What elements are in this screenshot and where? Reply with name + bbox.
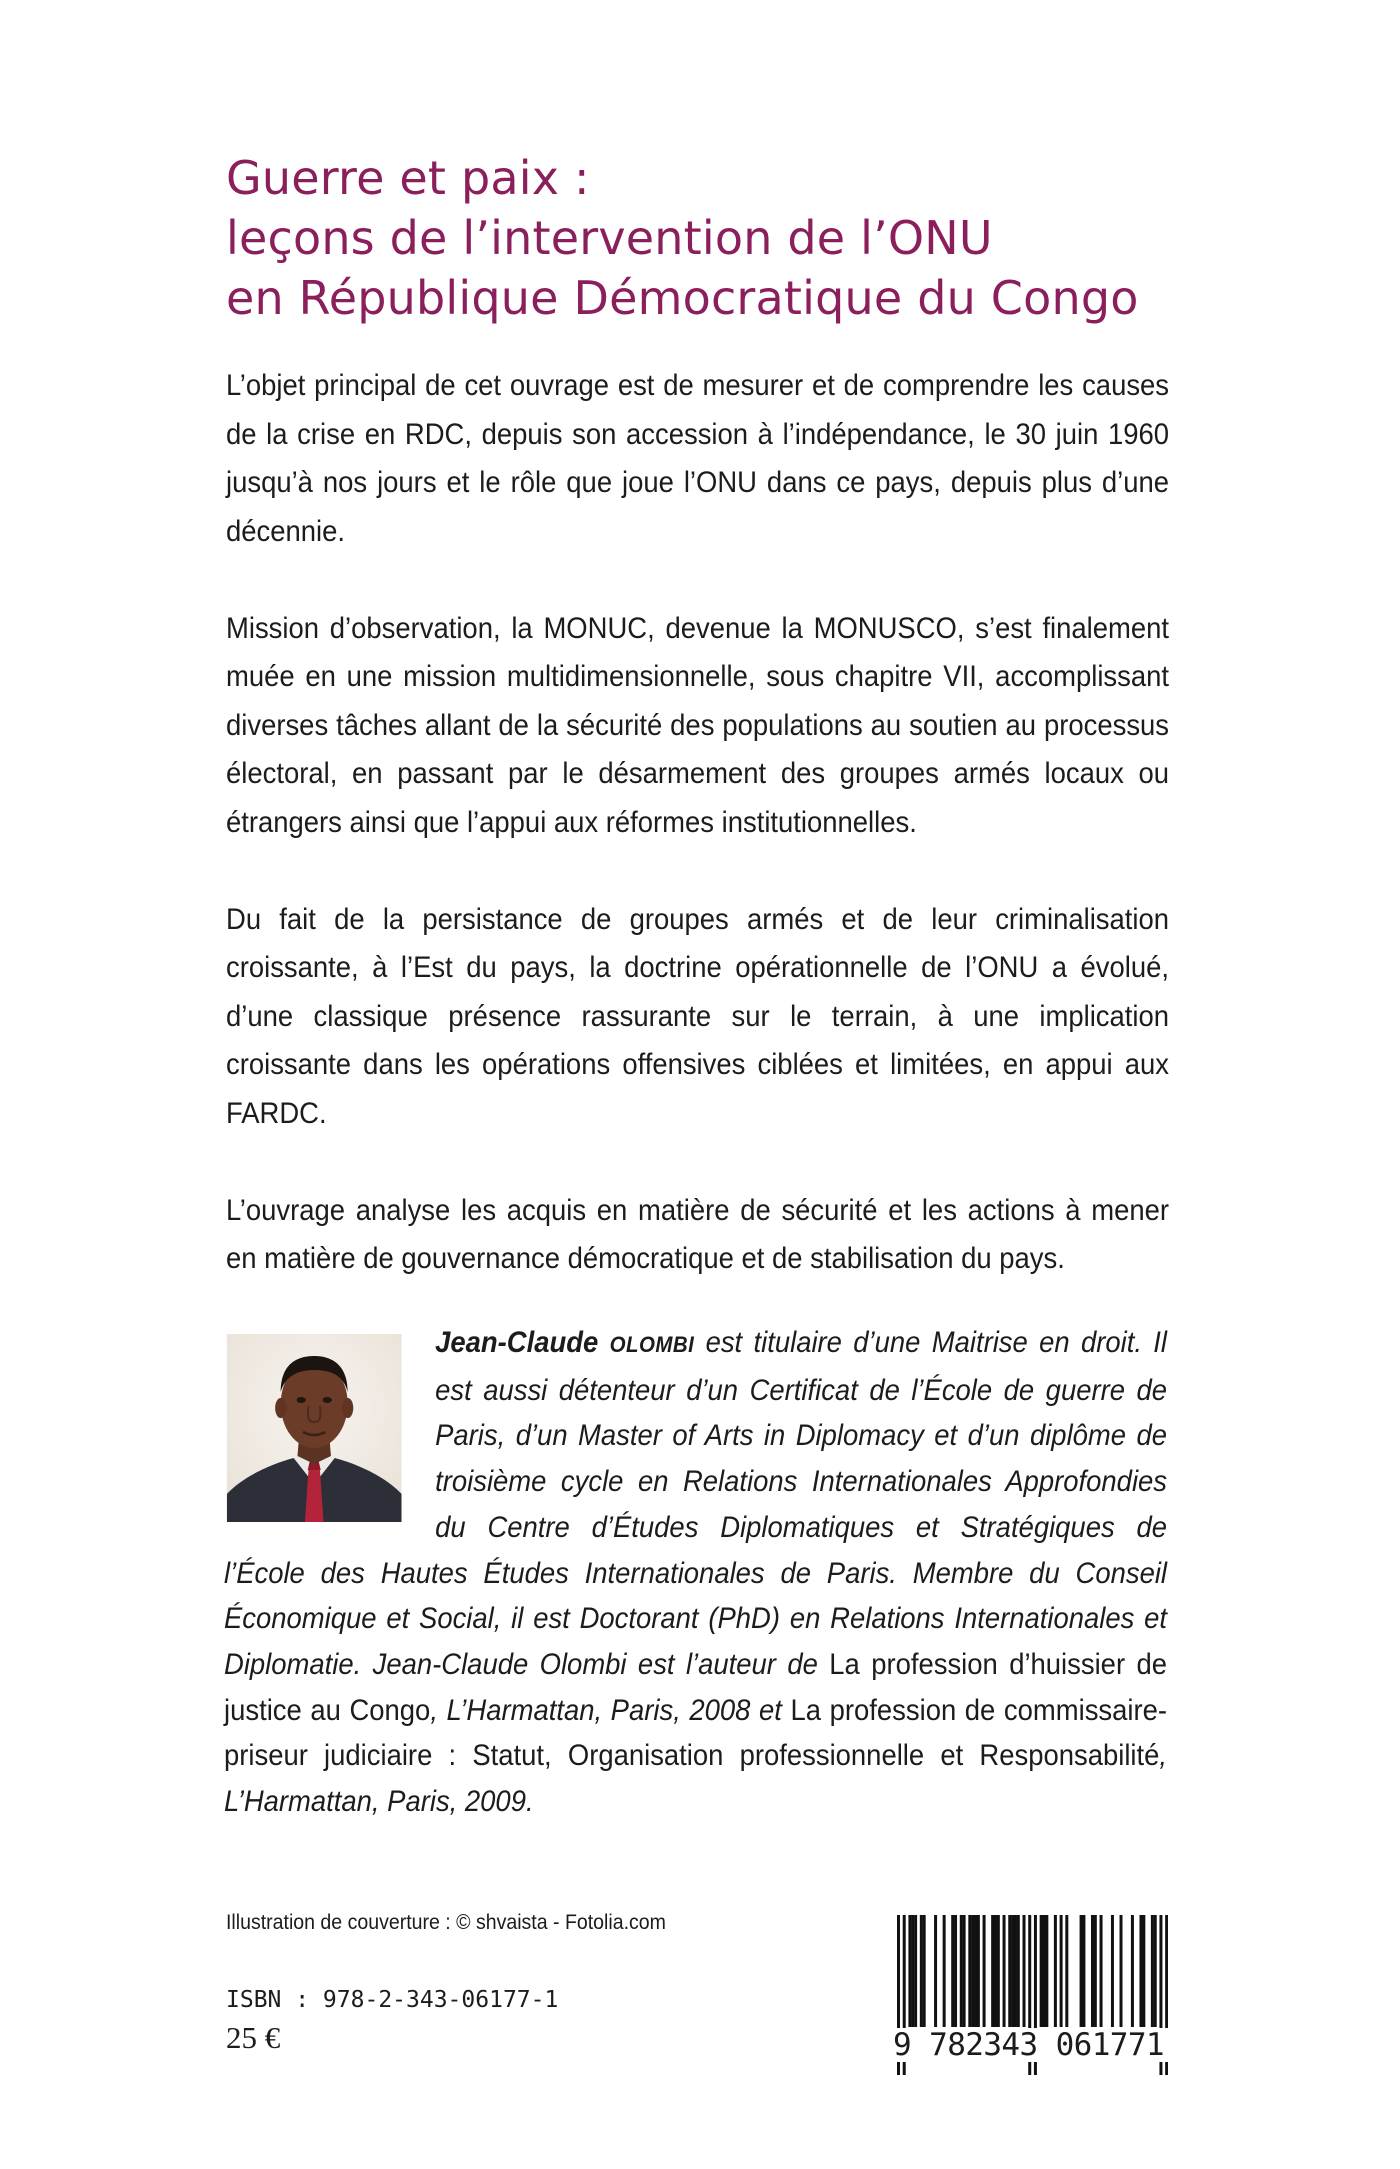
barcode-bar xyxy=(960,1915,963,2027)
barcode-bar xyxy=(997,1915,1000,2027)
barcode-digits: 9 782343 061771 xyxy=(893,2028,1173,2062)
barcode-bar xyxy=(963,1915,966,2027)
author-book-1-title: La profession d’huissier de justice au Congo xyxy=(224,1647,1168,1727)
barcode-bar xyxy=(974,1915,977,2027)
barcode-bar xyxy=(1014,1915,1017,2027)
barcode-bar xyxy=(943,1915,946,2027)
summary-paragraph-2: Mission d’observation, la MONUC, devenue la MONUSCO, s’est finalement muée en une mission multidimensionnelle, sous chapitre VII, accomplissant diverses tâches allant de la sécurité des populations au soutien au processus électoral, en passant par le désarmement des groupes armés locaux ou étrangers ainsi que l’appui aux réformes institutionnelles. xyxy=(226,611,1170,839)
barcode-bar xyxy=(954,1915,957,2027)
barcode-bar xyxy=(991,1915,994,2027)
author-book-1-publisher: , L’Harmattan, Paris, 2008 et xyxy=(430,1693,791,1727)
barcode-bar xyxy=(934,1915,937,2027)
barcode-bar xyxy=(1139,1915,1142,2027)
barcode-bar xyxy=(1100,1915,1103,2027)
isbn: ISBN : 978-2-343-06177-1 xyxy=(226,1987,559,2013)
barcode-bar xyxy=(968,1915,971,2027)
barcode-bar xyxy=(1017,1915,1020,2027)
barcode-bar xyxy=(971,1915,974,2027)
barcode-bar xyxy=(977,1915,980,2027)
barcode-bar xyxy=(908,1915,911,2027)
title-line-3: en République Démocratique du Congo xyxy=(226,271,1139,325)
author-photo xyxy=(227,1334,402,1522)
author-bio-intro: est titulaire d’une Maitrise en droit. Il est aussi détenteur d’un Certificat de l’École de guerre de Paris, d’un Master of Arts in Diplomacy et d’un diplôme de troisième cycle en Relations Internationales Approfondies du Centre d’Études Diplomatiques et Stratégiques de l’École des Hautes Études Internationales de Paris. Membre du Conseil Économique et Social, il est Doctorant (PhD) en Relations Internationales et Diplomatie. xyxy=(224,1326,1168,1681)
barcode-bar xyxy=(1045,1915,1048,2027)
author-first-name: Jean-Claude xyxy=(435,1326,599,1359)
author-works-intro: Jean-Claude Olombi est l’auteur de xyxy=(361,1647,830,1681)
barcode-bar xyxy=(1080,1915,1083,2027)
author-book-2-title: La profession de commissaire-priseur judiciaire : Statut, Organisation professionnelle et Responsabilité xyxy=(224,1693,1168,1773)
title-line-1: Guerre et paix : xyxy=(226,151,590,205)
barcode-bar xyxy=(1142,1915,1145,2027)
summary-paragraph-1: L’objet principal de cet ouvrage est de mesurer et de comprendre les causes de la crise en RDC, depuis son accession à l’indépendance, le 30 juin 1960 jusqu’à nos jours et le rôle que joue l’ONU dans ce pays, depuis plus d’une décennie. xyxy=(226,369,1170,548)
barcode-bar xyxy=(1042,1915,1045,2027)
barcode-bar xyxy=(1091,1915,1094,2027)
barcode-bar xyxy=(1023,1915,1026,2027)
barcode-bar xyxy=(994,1915,997,2027)
author-last-name: OLOMBI xyxy=(609,1332,695,1357)
barcode-bar xyxy=(914,1915,917,2027)
barcode-bar xyxy=(1082,1915,1085,2027)
barcode-bar xyxy=(1008,1915,1011,2027)
price: 25 € xyxy=(226,2020,281,2055)
barcode-bar xyxy=(1011,1915,1014,2027)
barcode-bar xyxy=(1065,1915,1068,2027)
barcode-bar xyxy=(951,1915,954,2027)
barcode-bar xyxy=(1154,1915,1157,2027)
barcode-bar xyxy=(1111,1915,1114,2027)
barcode-bar xyxy=(1060,1915,1063,2027)
summary-paragraph-3: Du fait de la persistance de groupes armés et de leur criminalisation croissante, à l’Est du pays, la doctrine opérationnelle de l’ONU a évolué, d’une classique présence rassurante sur le terrain, à une implication croissante dans les opérations offensives ciblées et limitées, en appui aux FARDC. xyxy=(226,902,1170,1130)
barcode-bar xyxy=(1151,1915,1154,2027)
barcode-bar xyxy=(923,1915,926,2027)
barcode-bar xyxy=(911,1915,914,2027)
barcode-bar xyxy=(1054,1915,1057,2027)
author-biography xyxy=(224,1320,1167,1825)
book-title xyxy=(226,148,1226,328)
barcode-bar xyxy=(1094,1915,1097,2027)
author-book-2-publisher: , L’Harmattan, Paris, 2009. xyxy=(224,1739,1168,1819)
barcode-bar xyxy=(983,1915,986,2027)
author-portrait-image xyxy=(227,1334,402,1522)
barcode-bar xyxy=(1131,1915,1134,2027)
cover-illustration-credit: Illustration de couverture : © shvaista - Fotolia.com xyxy=(226,1911,666,1934)
barcode-bar xyxy=(1040,1915,1043,2027)
barcode-bar xyxy=(1003,1915,1006,2027)
summary-paragraph-4: L’ouvrage analyse les acquis en matière de sécurité et les actions à mener en matière de gouvernance démocratique et de stabilisation du pays. xyxy=(226,1193,1170,1275)
barcode-bar xyxy=(920,1915,923,2027)
book-summary xyxy=(226,362,1169,1332)
barcode-bar xyxy=(1120,1915,1123,2027)
title-line-2: leçons de l’intervention de l’ONU xyxy=(226,211,993,265)
